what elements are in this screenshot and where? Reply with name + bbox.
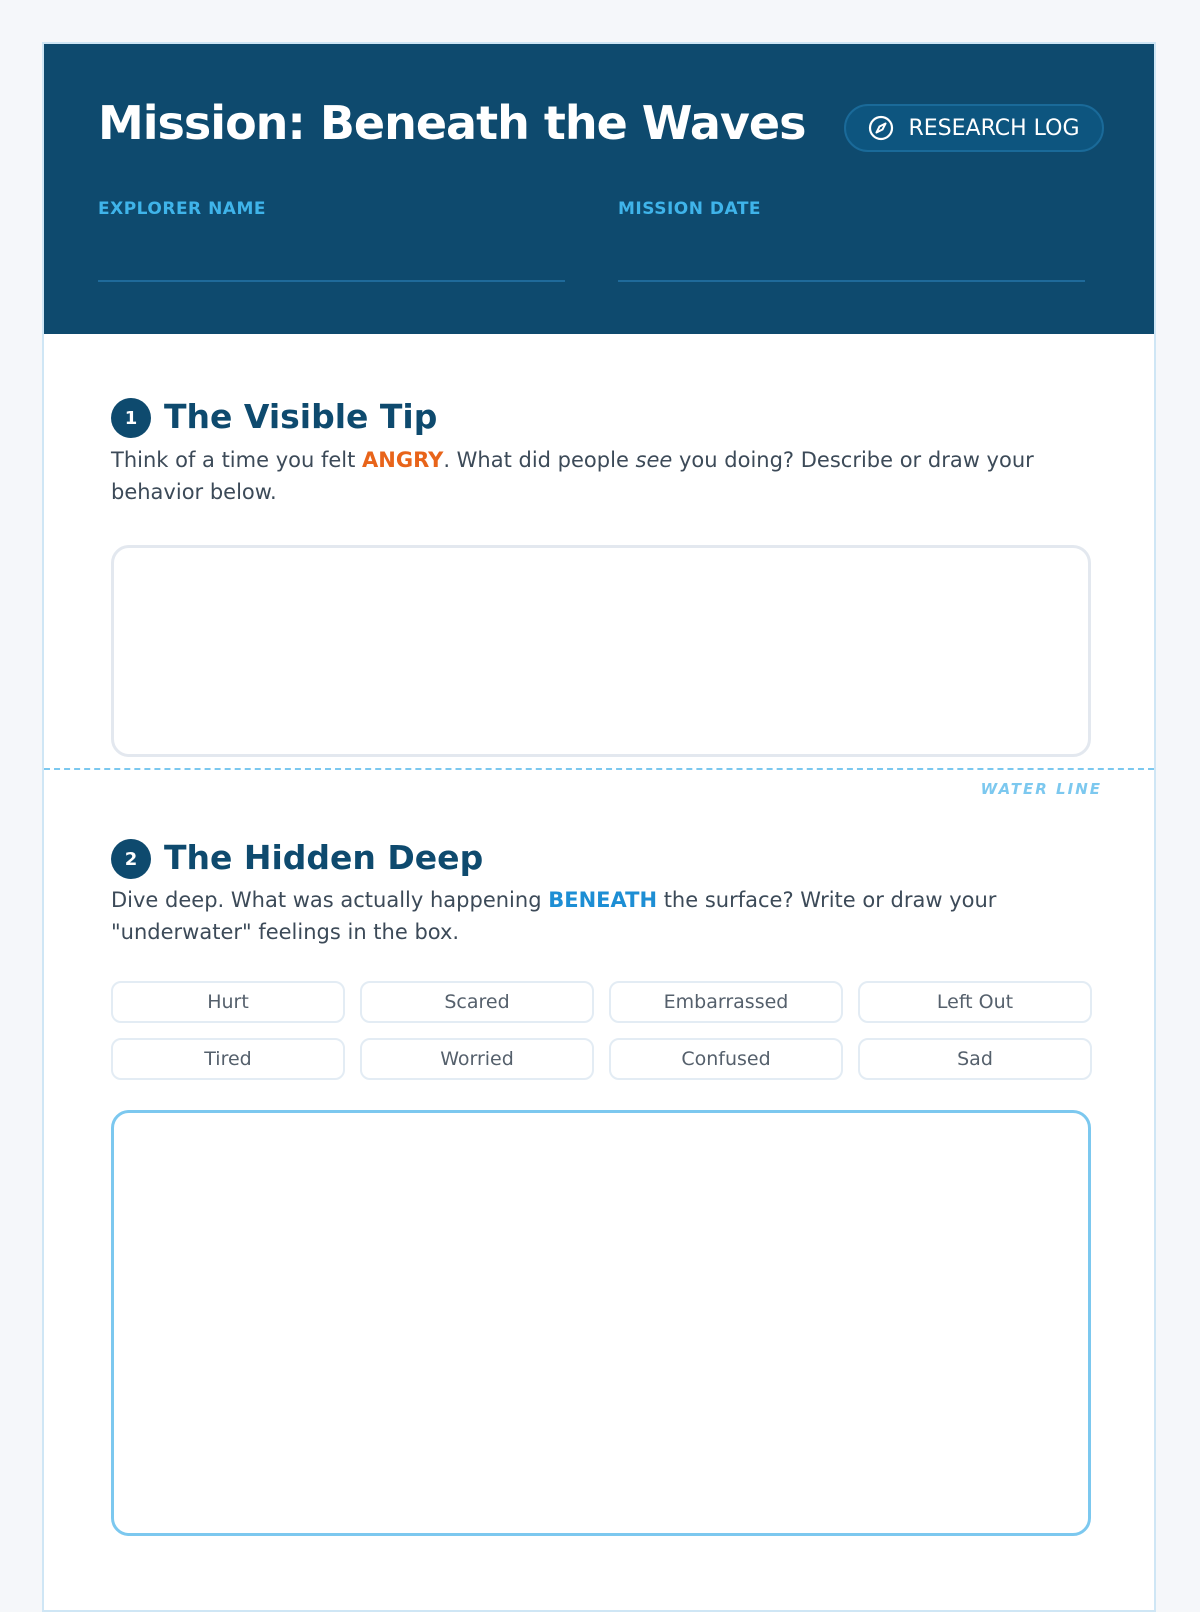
feelings-chip-grid [111,981,1091,1080]
section-1-badge: 1 [111,398,151,438]
beneath-emphasis: BENEATH [548,888,658,912]
feeling-chip-left-out[interactable]: Left Out [858,981,1092,1023]
see-emphasis: see [635,448,673,472]
section-1-title: The Visible Tip [164,397,438,436]
mission-date-field[interactable] [618,234,1085,282]
feeling-chip-confused[interactable]: Confused [609,1038,843,1080]
prompt-text: the surface? Write or draw your "underwater" feelings in the box. [111,888,997,944]
worksheet-page [42,42,1156,1612]
angry-emphasis: ANGRY [362,448,444,472]
section-2-prompt [111,884,1071,948]
water-line-divider [44,768,1154,770]
water-line-label: WATER LINE [980,780,1102,798]
prompt-text: Dive deep. What was actually happening [111,888,549,912]
section-1-prompt [111,444,1071,508]
prompt-text: . What did people [443,448,636,472]
feeling-chip-hurt[interactable]: Hurt [111,981,345,1023]
research-log-button[interactable] [844,104,1104,152]
feeling-chip-tired[interactable]: Tired [111,1038,345,1080]
feeling-chip-worried[interactable]: Worried [360,1038,594,1080]
prompt-text: you doing? Describe or draw your behavior below. [111,448,1034,504]
feeling-chip-embarrassed[interactable]: Embarrassed [609,981,843,1023]
section-2-title: The Hidden Deep [164,838,484,877]
explorer-name-field[interactable] [98,234,565,282]
behavior-answer-box[interactable] [111,545,1091,757]
prompt-text: Think of a time you felt [111,448,363,472]
compass-icon [868,115,894,141]
feeling-chip-sad[interactable]: Sad [858,1038,1092,1080]
mission-date-label: MISSION DATE [618,199,762,219]
research-log-label: RESEARCH LOG [908,115,1080,141]
page-title: Mission: Beneath the Waves [98,96,806,150]
underwater-feelings-box[interactable] [111,1110,1091,1536]
feeling-chip-scared[interactable]: Scared [360,981,594,1023]
explorer-name-label: EXPLORER NAME [98,199,266,219]
mission-header [44,44,1154,334]
section-2-badge: 2 [111,839,151,879]
